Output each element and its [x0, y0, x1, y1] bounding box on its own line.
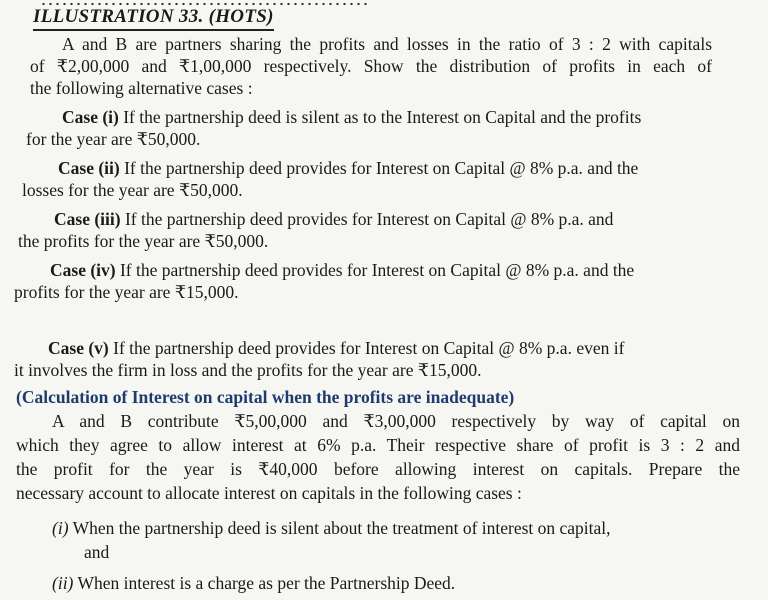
- section-line-3: the profit for the year is ₹40,000 before allowing interest on capitals. Prepare the: [16, 459, 740, 479]
- subcase-1-line-2: and: [84, 542, 110, 562]
- section-heading: (Calculation of Interest on capital when the profits are inadequate): [16, 387, 515, 407]
- case-2-label: Case (ii): [58, 158, 120, 178]
- section-line-4: necessary account to allocate interest on capitals in the following cases :: [16, 483, 522, 503]
- case-1-label: Case (i): [62, 107, 119, 127]
- case-5-line-2: it involves the firm in loss and the profits for the year are ₹15,000.: [14, 360, 482, 380]
- subcase-2-line-1: (ii) When interest is a charge as per the Partnership Deed.: [52, 573, 456, 593]
- subcase-1-line-1: (i) When the partnership deed is silent about the treatment of interest on capital,: [52, 518, 611, 538]
- case-3-label: Case (iii): [54, 209, 121, 229]
- case-2-line-2: losses for the year are ₹50,000.: [22, 180, 243, 200]
- intro-line-2: of ₹2,00,000 and ₹1,00,000 respectively. Show the distribution of profits in each of: [30, 56, 712, 76]
- section-line-1: A and B contribute ₹5,00,000 and ₹3,00,000 respectively by way of capital on: [52, 411, 740, 431]
- intro-line-3: the following alternative cases :: [30, 78, 253, 98]
- case-2-line-1: Case (ii) If the partnership deed provides for Interest on Capital @ 8% p.a. and the: [58, 158, 639, 178]
- case-1-line-1: Case (i) If the partnership deed is silent as to the Interest on Capital and the profits: [62, 107, 642, 127]
- section-line-2: which they agree to allow interest at 6% p.a. Their respective share of profit is 3 : 2 and: [16, 435, 740, 455]
- subcase-1-label: (i): [52, 518, 69, 538]
- case-4-line-2: profits for the year are ₹15,000.: [14, 282, 239, 302]
- case-4-label: Case (iv): [50, 260, 116, 280]
- case-4-line-1: Case (iv) If the partnership deed provides for Interest on Capital @ 8% p.a. and the: [50, 260, 635, 280]
- case-5-line-1: Case (v) If the partnership deed provides for Interest on Capital @ 8% p.a. even if: [48, 338, 625, 358]
- case-3-line-2: the profits for the year are ₹50,000.: [18, 231, 269, 251]
- case-5-label: Case (v): [48, 338, 109, 358]
- intro-line-1: A and B are partners sharing the profits and losses in the ratio of 3 : 2 with capitals: [62, 34, 712, 54]
- case-3-line-1: Case (iii) If the partnership deed provides for Interest on Capital @ 8% p.a. and: [54, 209, 614, 229]
- case-1-line-2: for the year are ₹50,000.: [26, 129, 201, 149]
- illustration-title: ILLUSTRATION 33. (HOTS): [33, 6, 274, 31]
- subcase-2-label: (ii): [52, 573, 74, 593]
